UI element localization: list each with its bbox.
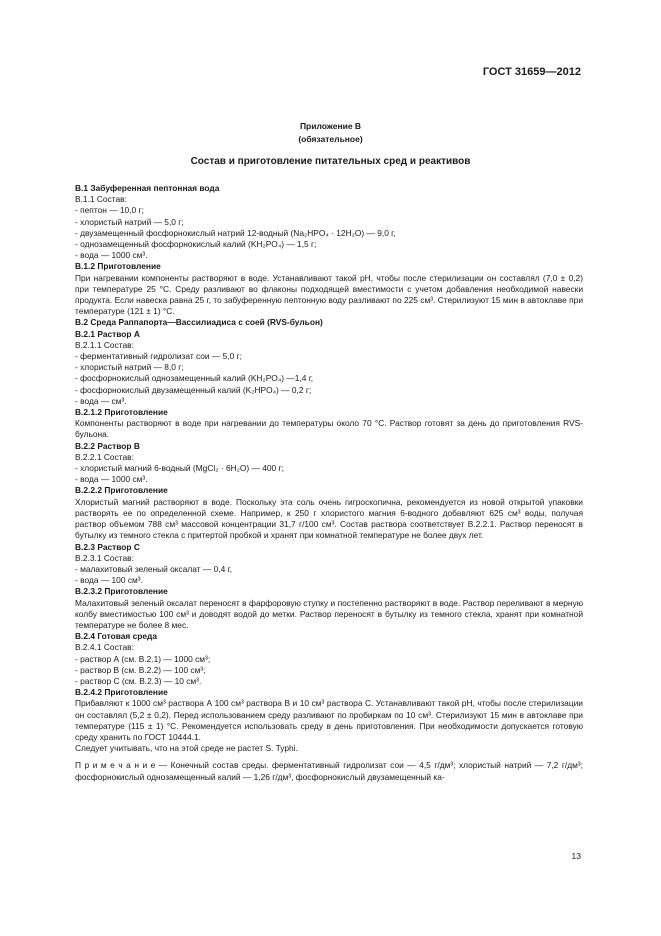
page-title: Состав и приготовление питательных сред и реактивов bbox=[190, 156, 471, 167]
list-item: - фосфорнокислый однозамещенный калий (KH₂PO₄) —1,4 г, bbox=[75, 373, 314, 384]
list-item: - раствор В (см. В.2.2) — 100 см³; bbox=[75, 664, 206, 675]
b242-heading: В.2.4.2 Приготовление bbox=[75, 687, 168, 698]
list-item: - раствор А (см. В.2.1) — 1000 см³; bbox=[75, 653, 211, 664]
appendix-status: (обязательное) bbox=[298, 134, 363, 144]
section-b2-heading: В.2 Среда Раппапорта—Вассилиадиса с соей (RVS-бульон) bbox=[75, 317, 323, 328]
b24-heading: В.2.4 Готовая среда bbox=[75, 631, 158, 642]
list-item: - ферментативный гидролизат сои — 5,0 г; bbox=[75, 351, 242, 362]
document-body bbox=[75, 183, 583, 783]
b22-heading: В.2.2 Раствор В bbox=[75, 440, 140, 451]
list-item: - двузамещенный фосфорнокислый натрий 12-водный (Na₂HPO₄ · 12H₂O) — 9,0 г, bbox=[75, 227, 396, 238]
list-item: - раствор С (см. В.2.3) — 10 см³. bbox=[75, 675, 202, 686]
list-item: - однозамещенный фосфорнокислый калий (KH₂PO₄) — 1,5 г; bbox=[75, 239, 317, 250]
b242-paragraph: Прибавляют к 1000 см³ раствора А 100 см³ раствора В и 10 см³ раствора С. Устанавливают такой pH, чтобы после стерилизации он составлял (5,2 ± 0,2). Перед использованием среду разливают по пробиркам по 10 см³. Стерилизуют 15 мин в автоклаве при температуре (115 ± 1) °С. Рекомендуется использовать среду в день приготовления. При необходимости допускается готовую среду хранить по ГОСТ 10444.1. bbox=[75, 698, 583, 742]
b221-heading: В.2.2.1 Состав: bbox=[75, 451, 134, 462]
b211-heading: В.2.1.1 Состав: bbox=[75, 339, 134, 350]
b12-paragraph: При нагревании компоненты растворяют в воде. Устанавливают такой pH, чтобы после стерилизации он составлял (7,0 ± 0,2) при температуре 25 °С. Среду разливают во флаконы подходящей вместимости с учетом добавления необходимой навески продукта. Если навеска равна 25 г, то забуференную пептонную воду разливают по 225 см³. Стерилизуют 15 мин в автоклаве при температуре (121 ± 1) °С. bbox=[75, 272, 583, 317]
b232-paragraph: Малахитовый зеленый оксалат переносят в фарфоровую ступку и постепенно растворяют в воде. Раствор переливают в мерную колбу вместимостью 100 см³ и доводят водой до метки. Раствор переносят в бутылку из темного стекла, хранят при комнатной температуре не более 8 мес. bbox=[75, 597, 583, 630]
list-item: - пептон — 10,0 г; bbox=[75, 205, 144, 216]
typhi-remark: Следует учитывать, что на этой среде не растет S. Typhi. bbox=[75, 743, 298, 754]
section-b1-heading: В.1 Забуференная пептонная вода bbox=[75, 183, 220, 193]
list-item: - вода — см³. bbox=[75, 395, 127, 406]
note-paragraph: П р и м е ч а н и е — Конечный состав среды. ферментативный гидролизат сои — 4,5 г/дм³; хлористый натрий — 7,2 г/дм³; фосфорнокислый однозамещенный калий — 1,26 г/дм³, фосфорнокислый двузамещенный ка- bbox=[75, 760, 583, 782]
list-item: - хлористый натрий — 8,0 г; bbox=[75, 362, 184, 373]
list-item: - вода — 100 см³. bbox=[75, 575, 143, 586]
list-item: - хлористый магний 6-водный (MgCl₂ · 6H₂O) — 400 г; bbox=[75, 463, 284, 474]
list-item: - фосфорнокислый двузамещенный калий (K₂HPO₄) — 0,2 г; bbox=[75, 384, 312, 395]
b23-heading: В.2.3 Раствор С bbox=[75, 541, 140, 552]
b231-heading: В.2.3.1 Состав: bbox=[75, 552, 134, 563]
list-item: - хлористый натрий — 5,0 г; bbox=[75, 216, 184, 227]
b212-paragraph: Компоненты растворяют в воде при нагревании до температуры около 70 °С. Раствор готовят за день до приготовления RVS-бульона. bbox=[75, 418, 583, 440]
appendix-name: Приложение В bbox=[299, 121, 362, 131]
b21-heading: В.2.1 Раствор А bbox=[75, 328, 140, 339]
page-number: 13 bbox=[571, 851, 581, 861]
list-item: - вода — 1000 см³. bbox=[75, 474, 148, 485]
b222-paragraph: Хлористый магний растворяют в воде. Поскольку эта соль очень гигроскопична, рекомендуется из новой открытой упаковки растворять ее по определенной схеме. Например, к 250 г хлористого магния 6-водного добавляют 625 см³ воды, получая раствор объемом 788 см³ массовой концентрации 31,7 г/100 см³. Состав раствора соответствует В.2.2.1. Раствор переносят в бутылку из темного стекла с притертой пробкой и хранят при комнатной температуре не более двух лет. bbox=[75, 496, 583, 541]
b11-heading: В.1.1 Состав: bbox=[75, 194, 127, 205]
standard-header: ГОСТ 31659—2012 bbox=[482, 66, 581, 78]
list-item: - вода — 1000 см³. bbox=[75, 250, 148, 261]
list-item: - малахитовый зеленый оксалат — 0,4 г, bbox=[75, 563, 232, 574]
b241-heading: В.2.4.1 Состав: bbox=[75, 642, 134, 653]
b212-heading: В.2.1.2 Приготовление bbox=[75, 407, 168, 418]
b12-heading: В.1.2 Приготовление bbox=[75, 261, 161, 272]
b222-heading: В.2.2.2 Приготовление bbox=[75, 485, 168, 496]
b232-heading: В.2.3.2 Приготовление bbox=[75, 586, 168, 597]
